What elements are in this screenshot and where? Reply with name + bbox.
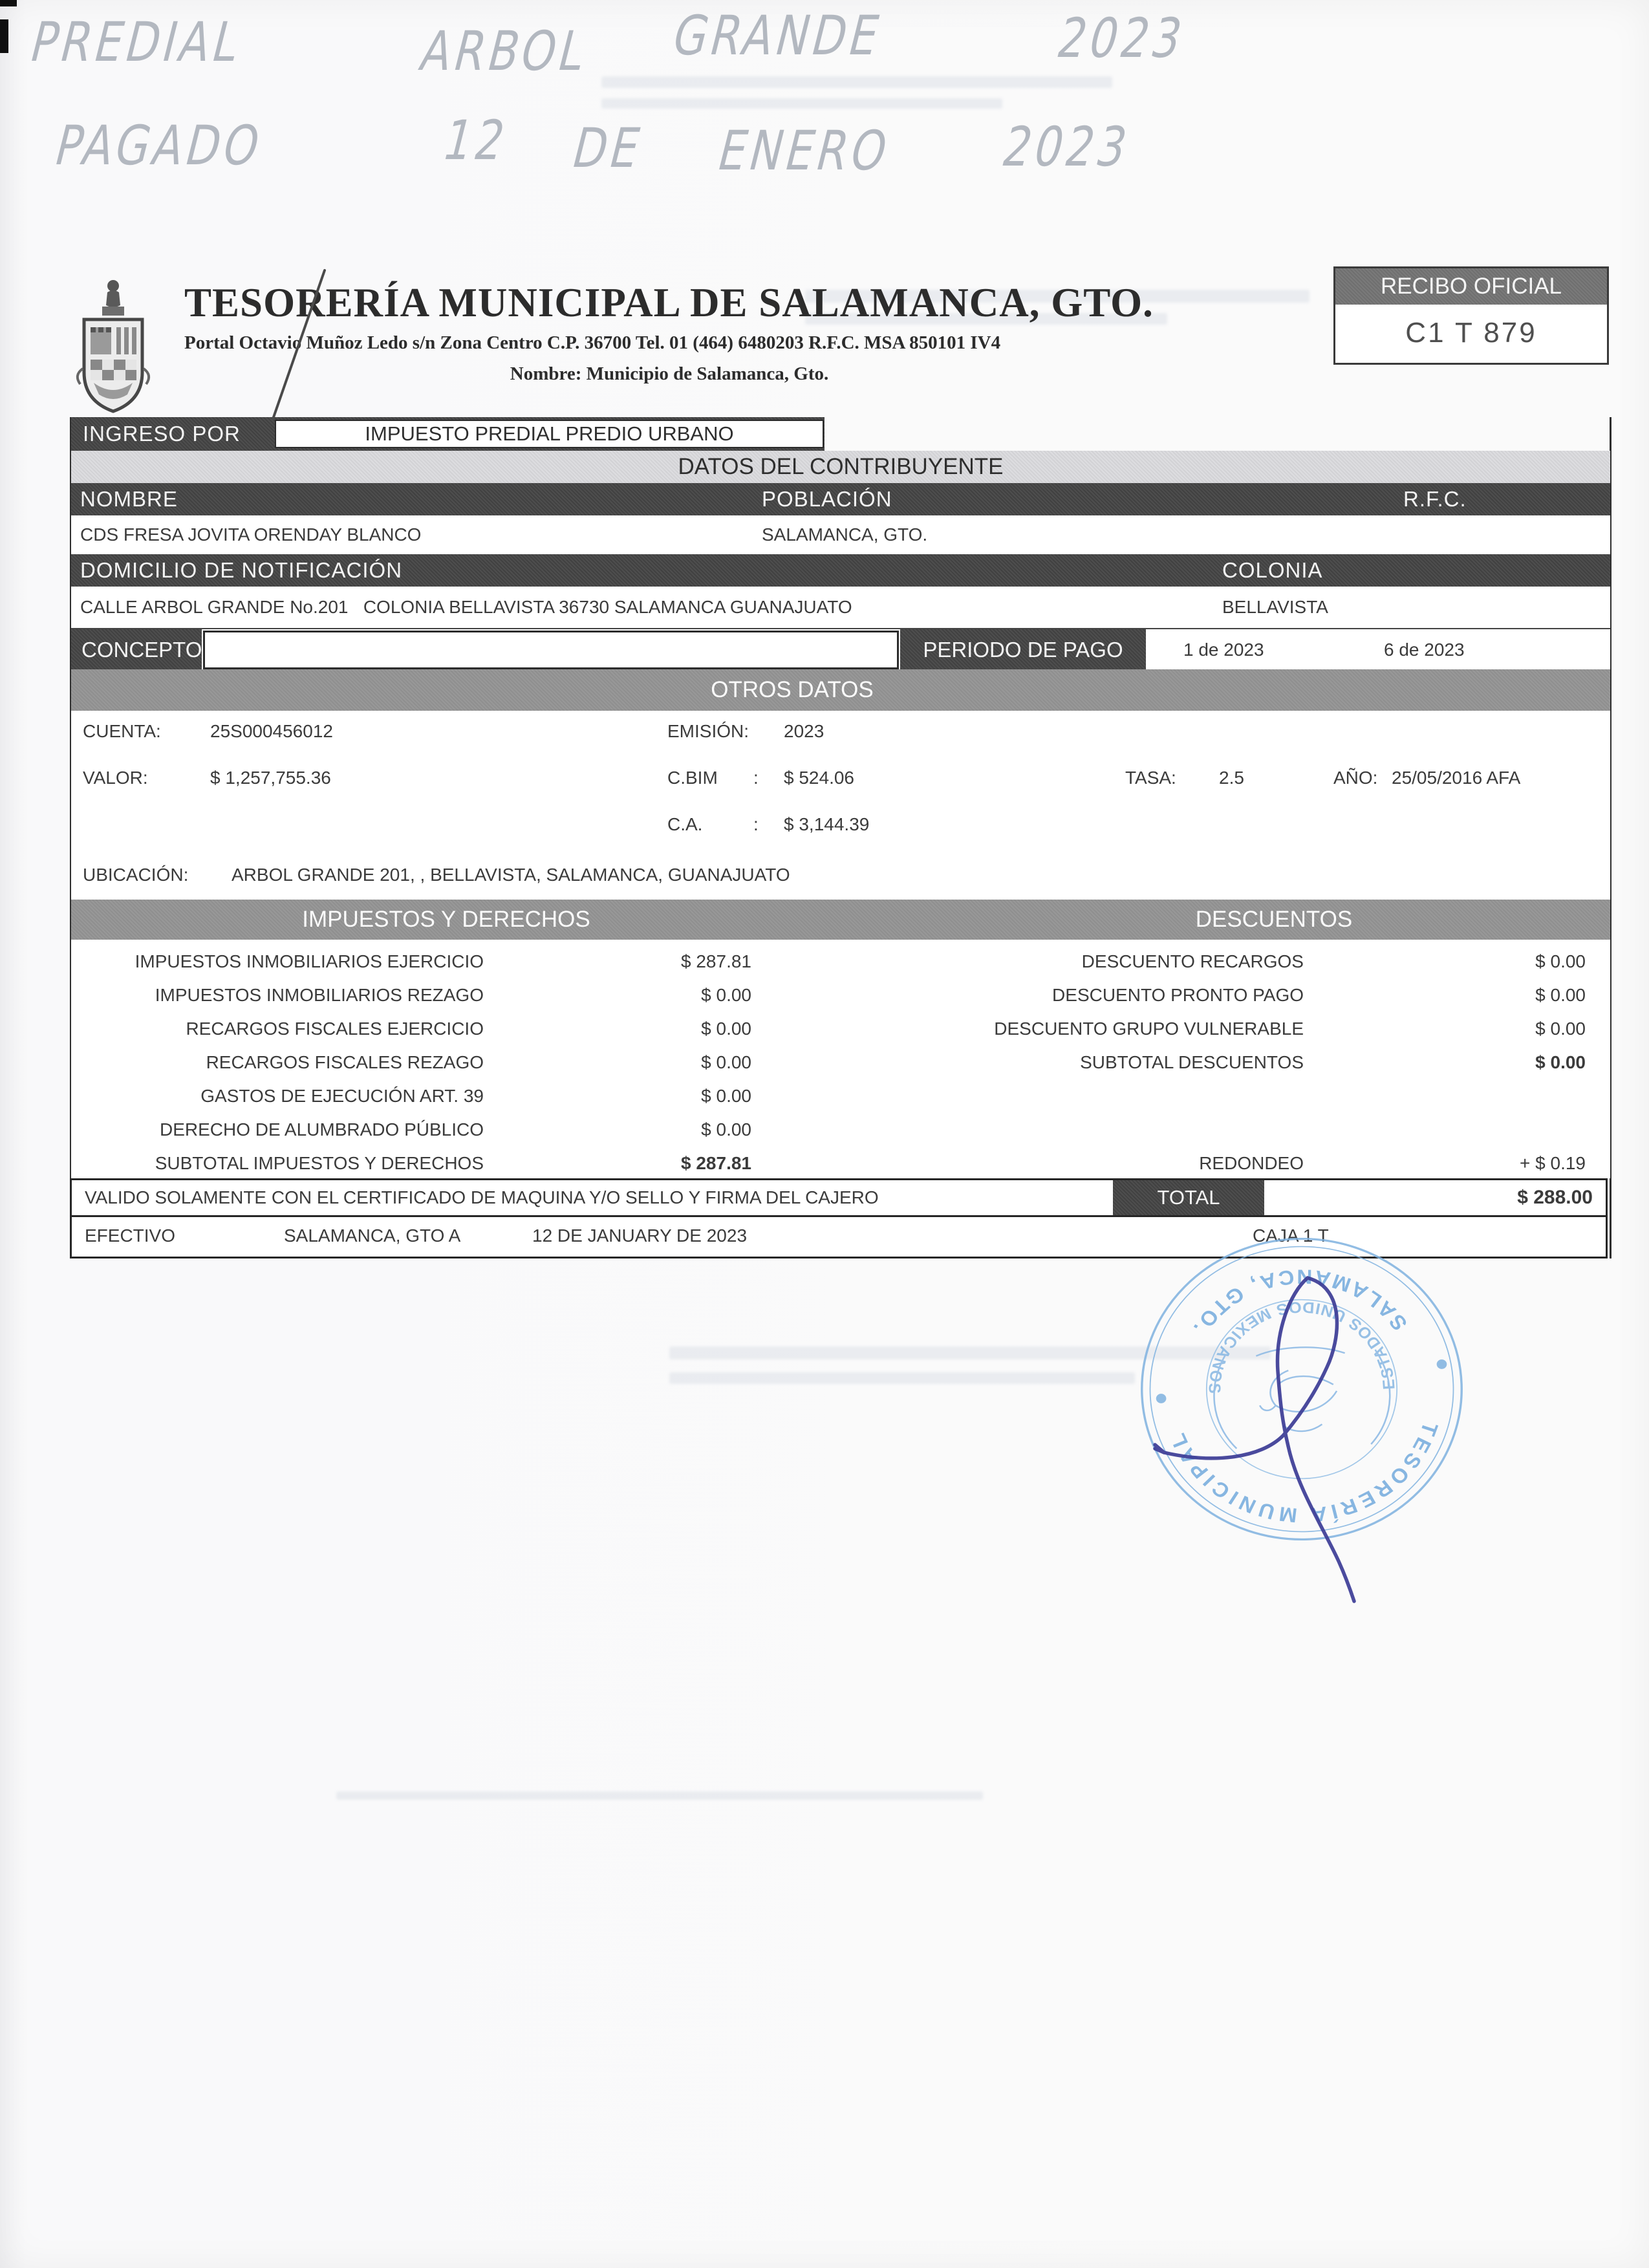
- scan-artifact: [0, 19, 8, 53]
- bleed-through-artifact: [601, 98, 1002, 109]
- scan-artifact: [0, 0, 17, 6]
- tabla-headers-band: [71, 900, 1610, 940]
- row-amount: $ 287.81: [681, 1153, 751, 1173]
- otros-datos-body: [71, 711, 1610, 900]
- colonia-label: COLONIA: [1222, 558, 1323, 582]
- table-row: [938, 945, 1586, 978]
- bleed-through-artifact: [601, 76, 1112, 88]
- tabla-body: [71, 940, 1610, 1178]
- table-row: [938, 1012, 1586, 1046]
- row-amount: $ 0.00: [701, 985, 751, 1005]
- row-amount: $ 0.00: [1535, 1019, 1586, 1039]
- office-address: Portal Octavio Muñoz Ledo s/n Zona Centro C.P. 36700 Tel. 01 (464) 6480203 R.F.C. MSA 850101 IV4: [184, 332, 1001, 353]
- official-receipt-box: [1333, 266, 1609, 365]
- otros-datos-band: [71, 669, 1610, 711]
- periodo-desde-value: 1 de 2023: [1183, 640, 1264, 660]
- ubicacion-value: ARBOL GRANDE 201, , BELLAVISTA, SALAMANCA, GUANAJUATO: [232, 865, 790, 885]
- table-row: [97, 945, 751, 978]
- impuestos-title: IMPUESTOS Y DERECHOS: [302, 907, 590, 932]
- handwritten-word: DE: [566, 116, 651, 180]
- anio-label: AÑO:: [1333, 768, 1378, 788]
- cuenta-value: 25S000456012: [210, 721, 333, 741]
- periodo-de-pago-label: PERIODO DE PAGO: [900, 629, 1146, 671]
- row-label: DESCUENTO RECARGOS: [1081, 951, 1304, 971]
- ubicacion-label: UBICACIÓN:: [83, 865, 189, 885]
- tasa-value: 2.5: [1219, 768, 1244, 788]
- stamp-ring-top-text: TESORERÍA MUNICIPAL: [1163, 1419, 1443, 1527]
- poblacion-value: SALAMANCA, GTO.: [762, 524, 928, 545]
- handwritten-word: 12: [436, 109, 515, 172]
- nombre-value: CDS FRESA JOVITA ORENDAY BLANCO: [80, 524, 422, 545]
- cbim-value: $ 524.06: [784, 768, 854, 788]
- emision-value: 2023: [784, 721, 824, 741]
- row-amount: $ 0.00: [701, 1052, 751, 1072]
- table-row: [97, 1012, 751, 1046]
- taxpayer-entity-line: Nombre: Municipio de Salamanca, Gto.: [510, 363, 829, 384]
- cashier-box-text: CAJA 1 T: [1253, 1226, 1329, 1246]
- ingreso-por-band: [71, 417, 824, 451]
- total-amount: $ 288.00: [1517, 1187, 1593, 1208]
- handwritten-word: PAGADO: [48, 114, 270, 177]
- descuentos-title: DESCUENTOS: [1195, 907, 1353, 932]
- periodo-hasta-value: 6 de 2023: [1384, 640, 1465, 660]
- cbim-colon: :: [753, 768, 759, 788]
- ingreso-por-label: INGRESO POR: [83, 422, 241, 446]
- descuentos-column: [938, 945, 1586, 1180]
- valor-label: VALOR:: [83, 768, 148, 788]
- rfc-label: R.F.C.: [1403, 487, 1467, 511]
- place-text: SALAMANCA, GTO A: [284, 1226, 461, 1246]
- row-label: SUBTOTAL DESCUENTOS: [1080, 1052, 1304, 1072]
- svg-text:TESORERÍA MUNICIPAL: [1164, 1419, 1447, 1531]
- valor-value: $ 1,257,755.36: [210, 768, 331, 788]
- row-amount: $ 0.00: [701, 1119, 751, 1139]
- handwritten-word: ENERO: [711, 119, 898, 182]
- cbim-label: C.BIM: [667, 768, 718, 788]
- stamp-ring-bottom-text: SALAMANCA, GTO.: [1187, 1265, 1412, 1341]
- ca-colon: :: [753, 814, 759, 834]
- domicilio-label: DOMICILIO DE NOTIFICACIÓN: [80, 558, 403, 582]
- row-amount: $ 287.81: [681, 951, 751, 971]
- contribuyente-section-band: DATOS DEL CONTRIBUYENTE: [71, 451, 1610, 483]
- colonia-value: BELLAVISTA: [1222, 597, 1328, 617]
- concepto-row: [71, 628, 1610, 671]
- row-label: DESCUENTO PRONTO PAGO: [1052, 985, 1304, 1005]
- table-row: [938, 1046, 1586, 1079]
- receipt-box-header: RECIBO OFICIAL: [1335, 268, 1607, 305]
- row-amount: $ 0.00: [1535, 985, 1586, 1005]
- municipal-coat-of-arms-logo: [65, 272, 162, 420]
- table-row: [97, 1079, 751, 1113]
- handwritten-word: 2023: [1051, 6, 1192, 70]
- tasa-label: TASA:: [1125, 768, 1176, 788]
- spacer-row: [938, 1113, 1586, 1147]
- stamp-inner-ring-text: ESTADOS UNIDOS MEXICANOS: [1205, 1298, 1399, 1396]
- handwritten-word: GRANDE: [666, 4, 890, 67]
- anio-value: 25/05/2016 AFA: [1392, 768, 1521, 788]
- poblacion-label: POBLACIÓN: [762, 487, 892, 511]
- valido-total-row: [70, 1178, 1608, 1217]
- row-label: DESCUENTO GRUPO VULNERABLE: [994, 1019, 1304, 1039]
- otros-datos-title: OTROS DATOS: [711, 677, 874, 702]
- redondeo-row: [938, 1147, 1586, 1180]
- concepto-value: [203, 631, 899, 669]
- row-label: IMPUESTOS INMOBILIARIOS REZAGO: [155, 985, 484, 1005]
- valido-text: VALIDO SOLAMENTE CON EL CERTIFICADO DE MAQUINA Y/O SELLO Y FIRMA DEL CAJERO: [85, 1187, 879, 1207]
- municipal-stamp: [1130, 1221, 1473, 1557]
- table-row: [97, 1046, 751, 1079]
- row-label: RECARGOS FISCALES EJERCICIO: [186, 1019, 484, 1039]
- bleed-through-artifact: [669, 1372, 1135, 1384]
- concepto-label: CONCEPTO: [71, 629, 202, 671]
- total-label: TOTAL: [1113, 1180, 1264, 1215]
- redondeo-label: REDONDEO: [1199, 1153, 1304, 1173]
- date-text: 12 DE JANUARY DE 2023: [532, 1226, 748, 1246]
- contribuyente-values-row: [71, 515, 1610, 554]
- row-amount: $ 0.00: [1535, 951, 1586, 971]
- row-label: GASTOS DE EJECUCIÓN ART. 39: [200, 1086, 484, 1106]
- row-amount: $ 0.00: [1535, 1052, 1586, 1072]
- row-amount: $ 0.00: [701, 1019, 751, 1039]
- domicilio-values-row: [71, 587, 1610, 628]
- table-row: [97, 1113, 751, 1147]
- ca-value: $ 3,144.39: [784, 814, 870, 834]
- row-amount: $ 0.00: [701, 1086, 751, 1106]
- ca-label: C.A.: [667, 814, 703, 834]
- row-label: RECARGOS FISCALES REZAGO: [206, 1052, 484, 1072]
- emision-label: EMISIÓN:: [667, 721, 749, 741]
- table-row: [97, 1147, 751, 1180]
- table-row: [97, 978, 751, 1012]
- office-title: TESORERÍA MUNICIPAL DE SALAMANCA, GTO.: [184, 280, 1154, 325]
- payment-method: EFECTIVO: [85, 1226, 176, 1246]
- receipt-number: C1 T 879: [1405, 317, 1537, 349]
- row-label: SUBTOTAL IMPUESTOS Y DERECHOS: [155, 1153, 484, 1173]
- bleed-through-artifact: [336, 1791, 983, 1800]
- handwritten-word: PREDIAL: [24, 10, 250, 74]
- cuenta-label: CUENTA:: [83, 721, 161, 741]
- handwritten-word: 2023: [996, 115, 1137, 178]
- row-label: DERECHO DE ALUMBRADO PÚBLICO: [160, 1119, 484, 1139]
- handwritten-word: ARBOL: [414, 19, 596, 83]
- domicilio-headers-band: [71, 554, 1610, 587]
- impuestos-column: [97, 945, 751, 1180]
- ingreso-por-value: IMPUESTO PREDIAL PREDIO URBANO: [275, 420, 824, 448]
- row-label: IMPUESTOS INMOBILIARIOS EJERCICIO: [135, 951, 484, 971]
- domicilio-value: CALLE ARBOL GRANDE No.201 COLONIA BELLAVISTA 36730 SALAMANCA GUANAJUATO: [80, 597, 852, 617]
- stamp-eagle-emblem: [1212, 1345, 1392, 1449]
- table-row: [938, 978, 1586, 1012]
- redondeo-amount: + $ 0.19: [1520, 1153, 1586, 1173]
- spacer-row: [938, 1079, 1586, 1113]
- nombre-label: NOMBRE: [80, 487, 178, 511]
- contribuyente-headers-band: [71, 483, 1610, 515]
